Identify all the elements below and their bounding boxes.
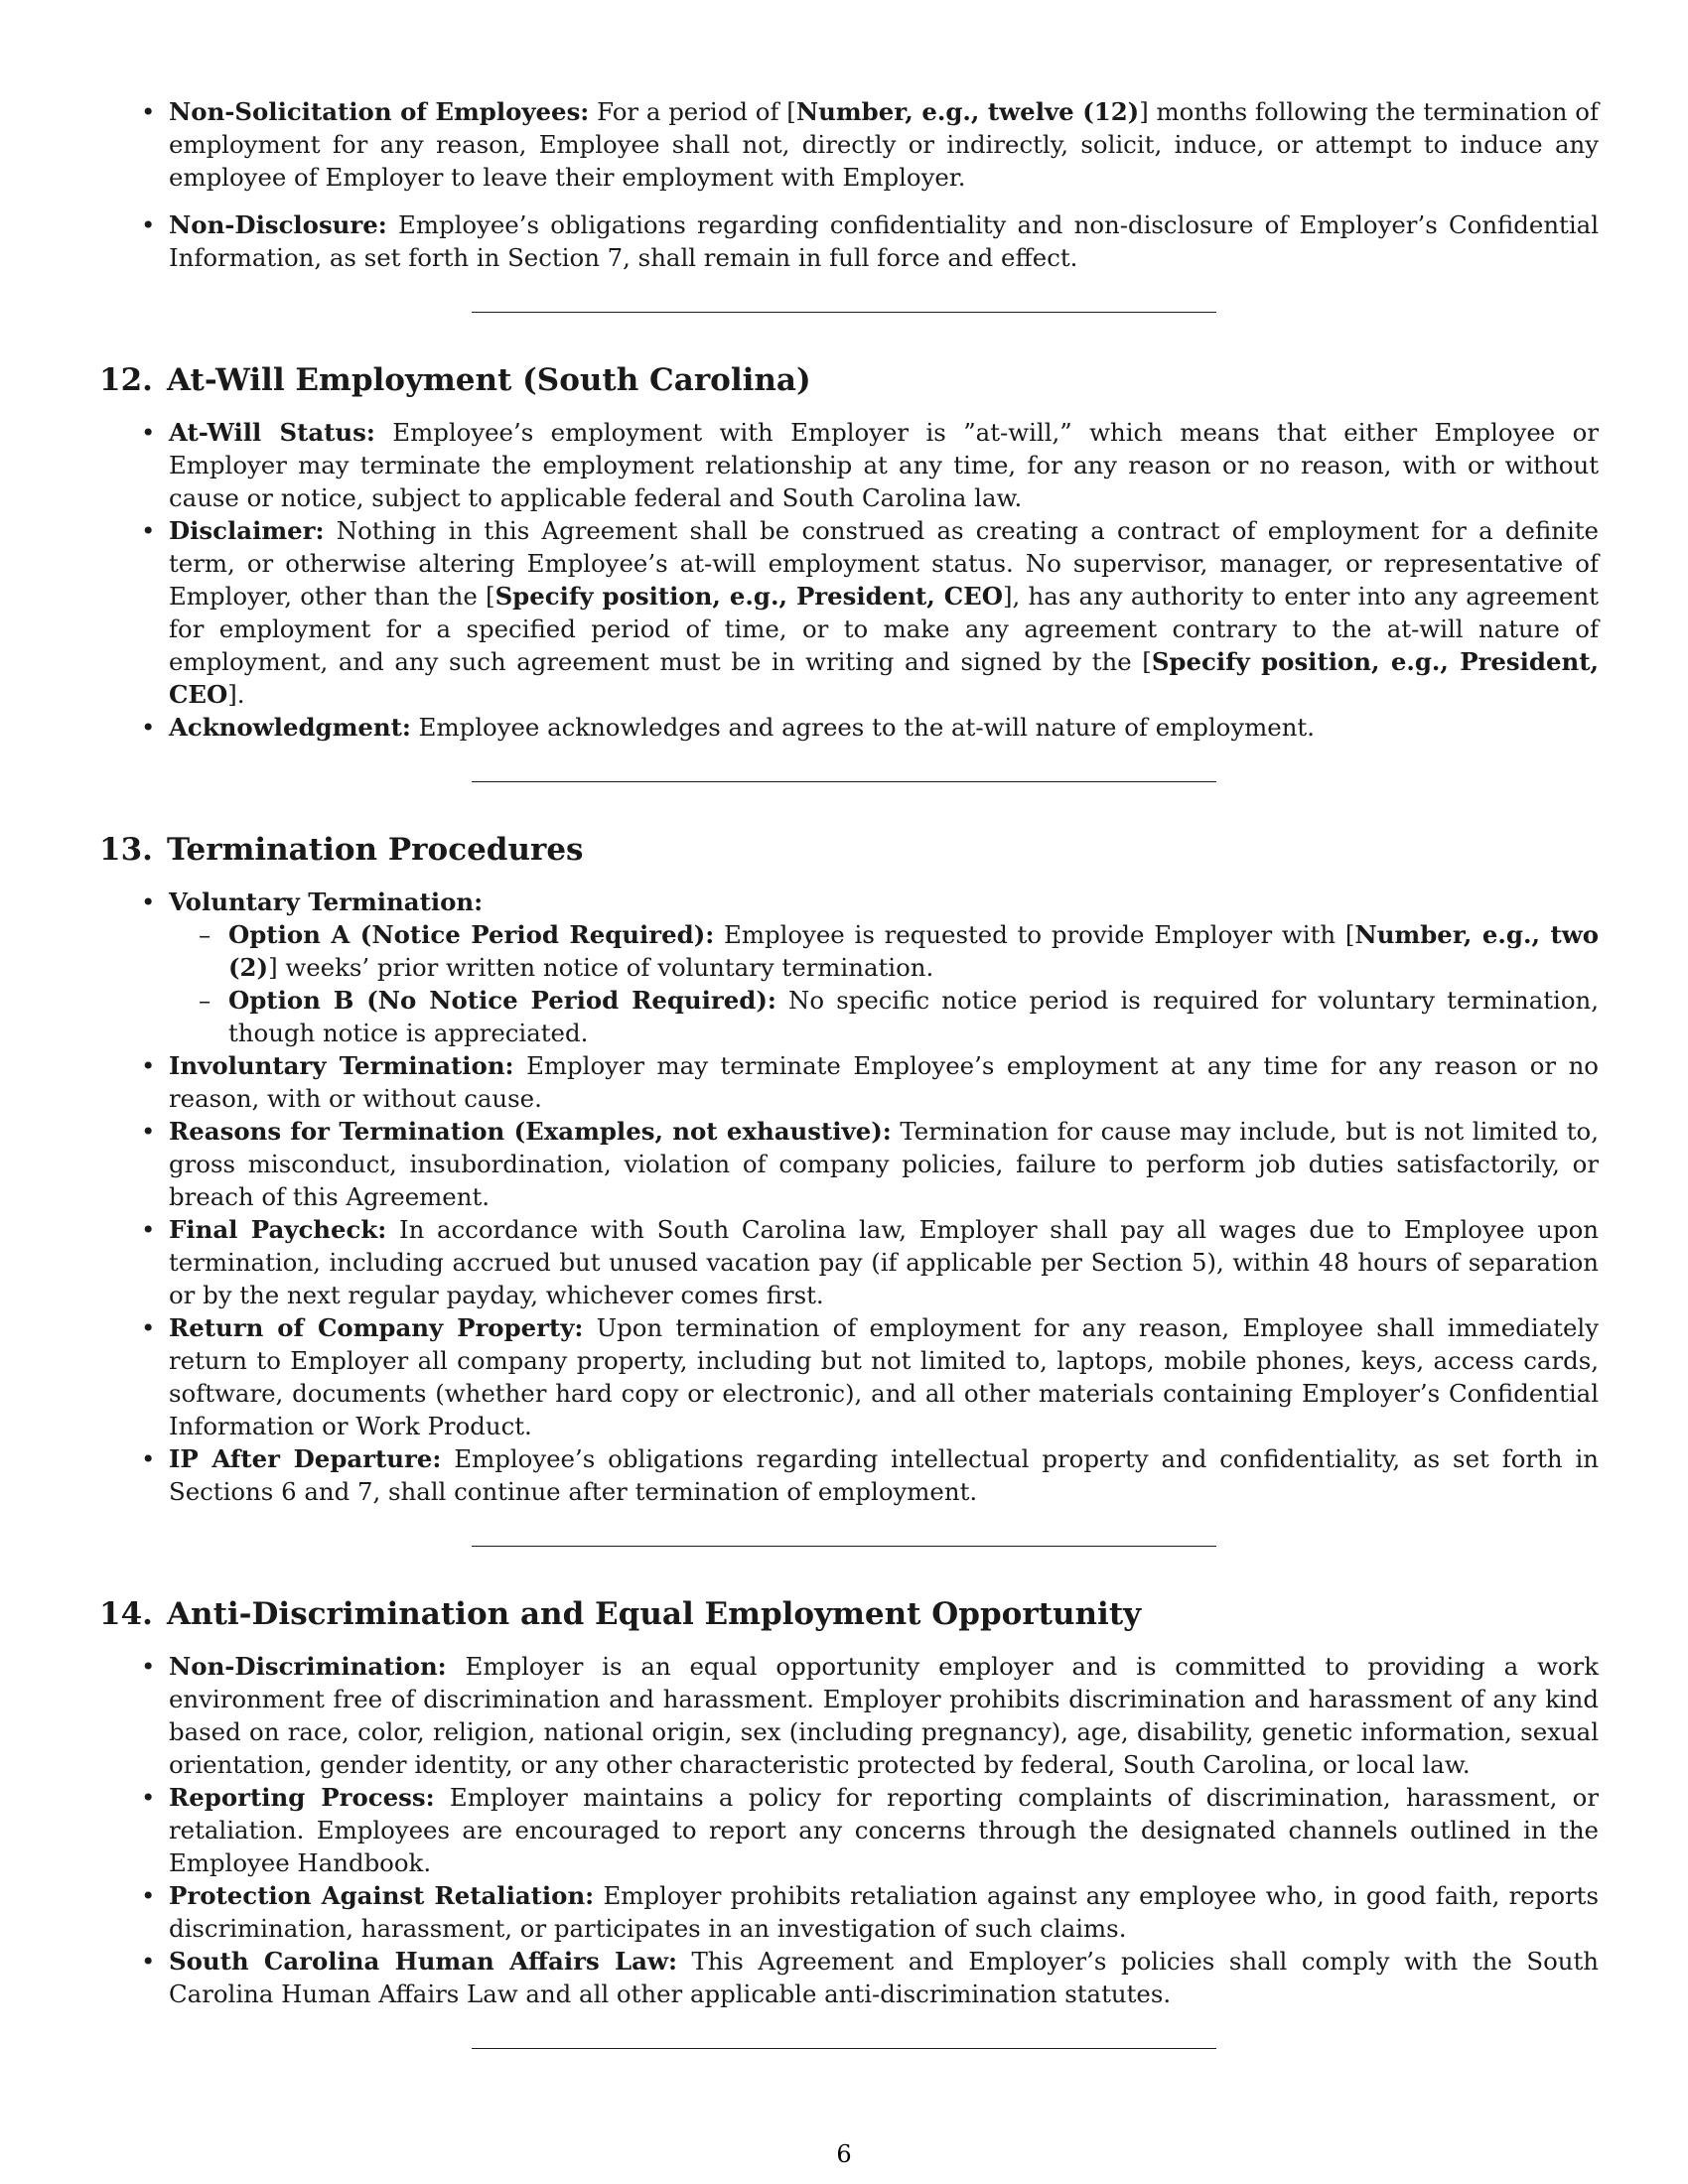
list-item: • Return of Company Property: Upon termination of employment for any reason, Employee shall immediately return to Employer all company property, including but not limited to, laptops, mobile phones, keys, access cards, software, documents (whether hard copy or electronic), and all other materials containing Employer’s Confidential Information or Work Product. [169, 1311, 1599, 1442]
item-lead: Non-Solicitation of Employees: [169, 97, 590, 126]
item-lead: Non-Discrimination: [169, 1652, 447, 1681]
item-lead: Protection Against Retaliation: [169, 1881, 595, 1910]
item-lead: Reporting Process: [169, 1783, 435, 1812]
list-item: • Disclaimer: Nothing in this Agreement shall be construed as creating a contract of employment for a definite term, or otherwise altering Employee’s at-will employment status. No supervisor, manager, or representative of Employer, other than the [Specify position, e.g., President, CEO], has any authority to enter into any agreement for employment for a specified period of time, or to make any agreement contrary to the at-will nature of employment, and any such agreement must be in writing and signed by the [Specify position, e.g., President, CEO]. [169, 514, 1599, 711]
section-11-list [99, 95, 1599, 274]
list-item: • Reasons for Termination (Examples, not exhaustive): Termination for cause may include, but is not limited to, gross misconduct, insubordination, violation of company policies, failure to perform job duties satisfactorily, or breach of this Agreement. [169, 1115, 1599, 1213]
section-heading-12: 12. At-Will Employment (South Carolina) [99, 362, 811, 398]
item-lead: Return of Company Property: [169, 1313, 584, 1342]
section-14-list [99, 1650, 1599, 2010]
item-lead: Final Paycheck: [169, 1215, 387, 1244]
list-item: • Acknowledgment: Employee acknowledges and agrees to the at-will nature of employment. [169, 711, 1599, 744]
list-item: • Non-Solicitation of Employees: For a period of [Number, e.g., twelve (12)] months following the termination of employment for any reason, Employee shall not, directly or indirectly, solicit, induce, or attempt to induce any employee of Employer to leave their employment with Employer. [169, 95, 1599, 194]
item-lead: Disclaimer: [169, 516, 325, 545]
section-divider [472, 1546, 1216, 1547]
list-item: • Non-Disclosure: Employee’s obligations regarding confidentiality and non-disclosure of Employer’s Confidential Information, as set forth in Section 7, shall remain in full force and effect. [169, 208, 1599, 274]
item-lead: Involuntary Termination: [169, 1051, 514, 1080]
item-lead: South Carolina Human Affairs Law: [169, 1947, 677, 1976]
section-divider [472, 781, 1216, 782]
section-heading-13: 13. Termination Procedures [99, 832, 584, 868]
page-number: 6 [836, 2140, 852, 2168]
list-item: • At-Will Status: Employee’s employment with Employer is ”at-will,” which means that either Employee or Employer may terminate the employment relationship at any time, for any reason or no reason, with or without cause or notice, subject to applicable federal and South Carolina law. [169, 416, 1599, 514]
list-item: • South Carolina Human Affairs Law: This Agreement and Employer’s policies shall comply with the South Carolina Human Affairs Law and all other applicable anti-discrimination statutes. [169, 1945, 1599, 2010]
list-item: • Non-Discrimination: Employer is an equal opportunity employer and is committed to providing a work environment free of discrimination and harassment. Employer prohibits discrimination and harassment of any kind based on race, color, religion, national origin, sex (including pregnancy), age, disability, genetic information, sexual orientation, gender identity, or any other characteristic protected by federal, South Carolina, or local law. [169, 1650, 1599, 1781]
section-12-list [99, 416, 1599, 744]
sub-list-item: – Option A (Notice Period Required): Employee is requested to provide Employer with [Number, e.g., two (2)] weeks’ prior written notice of voluntary termination. [228, 918, 1599, 984]
list-item: • Protection Against Retaliation: Employer prohibits retaliation against any employee who, in good faith, reports discrimination, harassment, or participates in an investigation of such claims. [169, 1879, 1599, 1945]
section-heading-14: 14. Anti-Discrimination and Equal Employment Opportunity [99, 1596, 1142, 1632]
item-lead: Voluntary Termination: [169, 887, 484, 916]
voluntary-options-list [169, 918, 1599, 1049]
list-item: • Reporting Process: Employer maintains a policy for reporting complaints of discrimination, harassment, or retaliation. Employees are encouraged to report any concerns through the designated channels outlined in the Employee Handbook. [169, 1781, 1599, 1879]
document-page [99, 95, 1599, 2049]
section-divider [472, 2048, 1216, 2049]
section-divider [472, 312, 1216, 313]
list-item: • IP After Departure: Employee’s obligations regarding intellectual property and confidentiality, as set forth in Sections 6 and 7, shall continue after termination of employment. [169, 1442, 1599, 1508]
list-item: • Involuntary Termination: Employer may terminate Employee’s employment at any time for any reason or no reason, with or without cause. [169, 1049, 1599, 1115]
section-13-list [99, 886, 1599, 1508]
list-item [169, 886, 1599, 1049]
item-lead: Acknowledgment: [169, 713, 411, 742]
item-lead: At-Will Status: [169, 418, 375, 447]
item-lead: IP After Departure: [169, 1444, 442, 1473]
item-lead: Non-Disclosure: [169, 210, 387, 239]
item-lead: Reasons for Termination (Examples, not exhaustive): [169, 1117, 892, 1146]
list-item: • Final Paycheck: In accordance with South Carolina law, Employer shall pay all wages due to Employee upon termination, including accrued but unused vacation pay (if applicable per Section 5), within 48 hours of separation or by the next regular payday, whichever comes first. [169, 1213, 1599, 1311]
sub-list-item: – Option B (No Notice Period Required): No specific notice period is required for voluntary termination, though notice is appreciated. [228, 984, 1599, 1049]
